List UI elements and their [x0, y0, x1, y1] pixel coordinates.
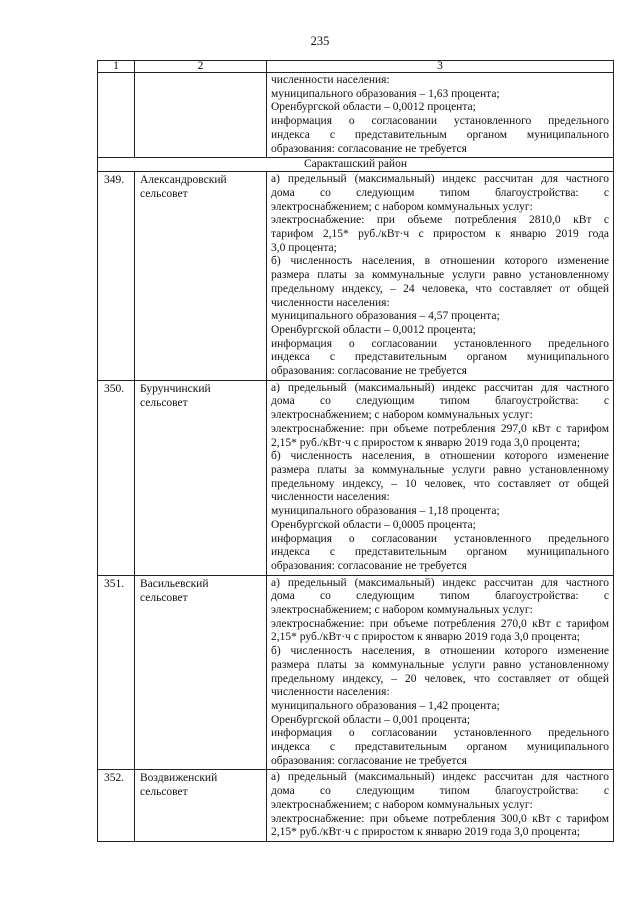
row-number: 349.	[98, 172, 135, 381]
text-line: Оренбургской области – 0,0012 процента;	[271, 323, 476, 336]
municipality-name	[135, 770, 267, 842]
index-description	[267, 770, 614, 842]
text-line: муниципального образования – 4,57 процента;	[271, 310, 500, 323]
text-line: 2,15* руб./кВт·ч с приростом к январю 2019 года 3,0 процента;	[271, 631, 580, 644]
text-line: дома со следующим типом благоустройства: с	[271, 785, 609, 798]
header-col-2: 2	[135, 61, 267, 73]
text-line: информация о согласовании установленного предельного	[271, 727, 609, 740]
text-line: электроснабжение: при объеме потребления 297,0 кВт с тарифом	[271, 422, 609, 435]
text-line: размера платы за коммунальные услуги равно установленному	[271, 463, 609, 476]
text-line: б) численность населения, в отношении которого изменение	[271, 645, 609, 658]
text-line: размера платы за коммунальные услуги равно установленному	[271, 658, 609, 671]
section-row	[98, 158, 614, 172]
text-line: 2,15* руб./кВт·ч с приростом к январю 2019 года 3,0 процента;	[271, 436, 580, 449]
text-line: численности населения:	[271, 491, 390, 504]
text-line: а) предельный (максимальный) индекс рассчитан для частного	[271, 771, 609, 784]
text-line: б) численность населения, в отношении которого изменение	[271, 255, 609, 268]
municipality-name-line: Бурунчинский	[140, 382, 211, 395]
text-line: б) численность населения, в отношении которого изменение	[271, 450, 609, 463]
text-line: информация о согласовании установленного предельного	[271, 532, 609, 545]
index-description	[267, 575, 614, 770]
header-col-1: 1	[98, 61, 135, 73]
tariff-index-table	[97, 60, 614, 842]
continuation-text-cell	[267, 73, 614, 158]
text-line: предельному индексу, – 24 человека, что составляет от общей	[271, 282, 609, 295]
text-line: муниципального образования – 1,18 процента;	[271, 505, 500, 518]
text-line: образования: согласование не требуется	[271, 754, 467, 767]
text-line: предельному индексу, – 10 человек, что составляет от общей	[271, 477, 609, 490]
text-line: индекса с представительным органом муниципального	[271, 546, 609, 559]
text-line: размера платы за коммунальные услуги равно установленному	[271, 269, 609, 282]
text-line: индекса с представительным органом муниципального	[271, 351, 609, 364]
section-title: Саракташский район	[98, 158, 614, 172]
text-line: электроснабжение: при объеме потребления 300,0 кВт с тарифом	[271, 812, 609, 825]
text-line: электроснабжением; с набором коммунальных услуг:	[271, 409, 533, 422]
index-description	[267, 172, 614, 381]
continuation-num-cell	[98, 73, 135, 158]
row-number: 352.	[98, 770, 135, 842]
text-line: информация о согласовании установленного предельного	[271, 115, 609, 128]
text-line: электроснабжением; с набором коммунальных услуг:	[271, 798, 533, 811]
page-number: 235	[310, 34, 330, 48]
text-line: индекса с представительным органом муниципального	[271, 128, 609, 141]
municipality-name-line: Воздвиженский	[140, 772, 218, 785]
text-line: образования: согласование не требуется	[271, 365, 467, 378]
text-line: образования: согласование не требуется	[271, 142, 467, 155]
text-line: дома со следующим типом благоустройства: с	[271, 186, 609, 199]
text-line: муниципального образования – 1,63 процента;	[271, 87, 500, 100]
text-line: 2,15* руб./кВт·ч с приростом к январю 2019 года 3,0 процента;	[271, 826, 580, 839]
text-line: Оренбургской области – 0,0012 процента;	[271, 101, 476, 114]
municipality-name-line: Александровский	[140, 174, 227, 187]
municipality-name	[135, 172, 267, 381]
table-row	[98, 770, 614, 842]
text-line: дома со следующим типом благоустройства: с	[271, 395, 609, 408]
table-row	[98, 380, 614, 575]
text-line: численности населения:	[271, 296, 390, 309]
municipality-name-line: сельсовет	[140, 396, 188, 409]
text-line: дома со следующим типом благоустройства: с	[271, 590, 609, 603]
table-row	[98, 575, 614, 770]
text-line: а) предельный (максимальный) индекс рассчитан для частного	[271, 576, 609, 589]
municipality-name	[135, 575, 267, 770]
table-header-row	[98, 61, 614, 73]
text-line: электроснабжением; с набором коммунальных услуг:	[271, 200, 533, 213]
header-col-3: 3	[267, 61, 614, 73]
municipality-name-line: сельсовет	[140, 591, 188, 604]
text-line: муниципального образования – 1,42 процента;	[271, 699, 500, 712]
text-line: электроснабжением; с набором коммунальных услуг:	[271, 604, 533, 617]
row-number: 350.	[98, 380, 135, 575]
text-line: предельному индексу, – 20 человек, что составляет от общей	[271, 672, 609, 685]
continuation-name-cell	[135, 73, 267, 158]
text-line: Оренбургской области – 0,001 процента;	[271, 713, 471, 726]
municipality-name-line: Васильевский	[140, 577, 209, 590]
text-line: информация о согласовании установленного предельного	[271, 337, 609, 350]
table-row	[98, 172, 614, 381]
municipality-name-line: сельсовет	[140, 188, 188, 201]
text-line: индекса с представительным органом муниципального	[271, 741, 609, 754]
text-line: численности населения:	[271, 74, 390, 86]
text-line: электроснабжение: при объеме потребления 270,0 кВт с тарифом	[271, 617, 609, 630]
index-description	[267, 380, 614, 575]
text-line: электроснабжение: при объеме потребления 2810,0 кВт с	[271, 214, 609, 227]
text-line: Оренбургской области – 0,0005 процента;	[271, 518, 476, 531]
text-line: тарифом 2,15* руб./кВт·ч с приростом к январю 2019 года	[271, 228, 609, 241]
municipality-name	[135, 380, 267, 575]
text-line: численности населения:	[271, 686, 390, 699]
text-line: а) предельный (максимальный) индекс рассчитан для частного	[271, 381, 609, 394]
text-line: образования: согласование не требуется	[271, 559, 467, 572]
text-line: а) предельный (максимальный) индекс рассчитан для частного	[271, 173, 609, 186]
municipality-name-line: сельсовет	[140, 786, 188, 799]
text-line: 3,0 процента;	[271, 241, 337, 254]
continuation-row	[98, 73, 614, 158]
row-number: 351.	[98, 575, 135, 770]
